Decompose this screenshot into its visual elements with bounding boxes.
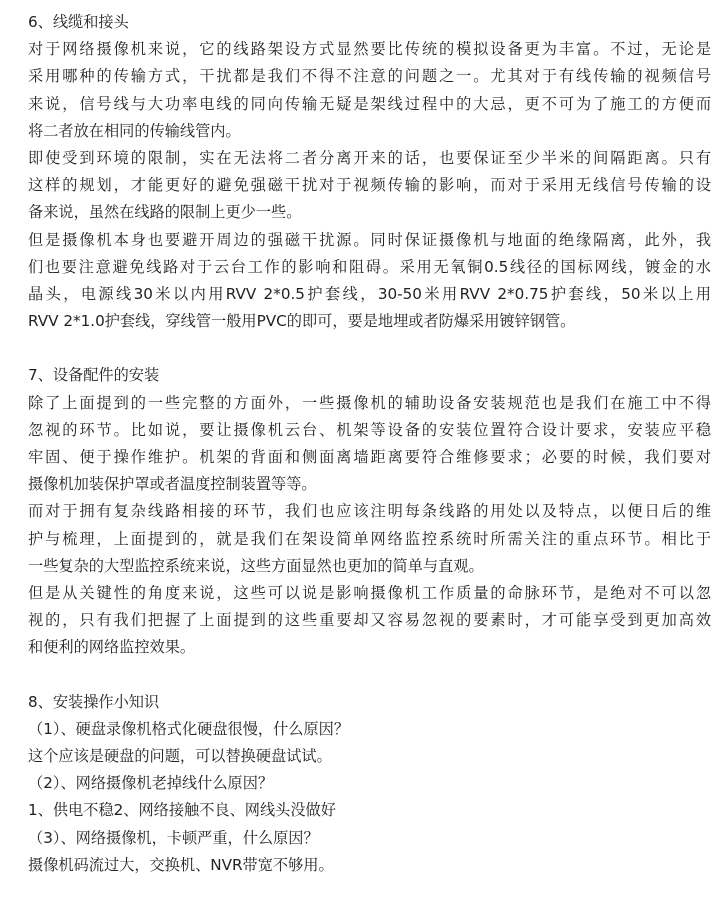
section-heading: 6、线缆和接头	[28, 13, 129, 31]
paragraph-line: 和便利的网络监控效果。	[28, 638, 196, 657]
section-spacer	[28, 662, 711, 689]
faq-answer: 1、供电不稳2、网络接触不良、网线头没做好	[28, 801, 336, 820]
paragraph-line: 除了上面提到的一些完整的方面外，一些摄像机的辅助设备安装规范也是我们在施工中不得	[28, 393, 711, 412]
paragraph-line: 视的，只有我们把握了上面提到的这些重要却又容易忽视的要素时，才可能享受到更加高效	[28, 611, 711, 630]
paragraph-line: 但是摄像机本身也要避开周边的强磁干扰源。同时保证摄像机与地面的绝缘隔离，此外，我	[28, 230, 711, 249]
paragraph-line: 采用哪种的传输方式，干扰都是我们不得不注意的问题之一。尤其对于有线传输的视频信号	[28, 67, 711, 86]
faq-question: （1）、硬盘录像机格式化硬盘很慢，什么原因？	[28, 719, 350, 738]
paragraph-line: 而对于拥有复杂线路相接的环节，我们也应该注明每条线路的用处以及特点，以便日后的维	[28, 502, 711, 521]
faq-question: （3）、网络摄像机，卡顿严重，什么原因？	[28, 828, 319, 847]
paragraph-line: 来说，信号线与大功率电线的同向传输无疑是架线过程中的大忌，更不可为了施工的方便而	[28, 94, 711, 113]
faq-question: （2）、网络摄像机老掉线什么原因？	[28, 774, 274, 793]
paragraph-line: 护与梳理，上面提到的，就是我们在架设简单网络监控系统时所需关注的重点环节。相比于	[28, 529, 711, 548]
paragraph-line: 但是从关键性的角度来说，这些可以说是影响摄像机工作质量的命脉环节，是绝对不可以忽	[28, 583, 711, 602]
paragraph-line: 晶头，电源线30米以内用RVV 2*0.5护套线，30-50米用RVV 2*0.75护套线，50米以上用	[28, 284, 711, 303]
paragraph-line: 将二者放在相同的传输线管内。	[28, 121, 241, 140]
paragraph-line: 们也要注意避免线路对于云台工作的影响和阻碍。采用无氧铜0.5线径的国标网线，镀金的水	[28, 257, 711, 276]
section-cables	[28, 9, 711, 335]
faq-answer: 摄像机码流过大，交换机、NVR带宽不够用。	[28, 855, 334, 874]
paragraph-line: 备来说，虽然在线路的限制上更少一些。	[28, 203, 302, 222]
paragraph-line: 即使受到环境的限制，实在无法将二者分离开来的话，也要保证至少半米的间隔距离。只有	[28, 148, 711, 167]
paragraph-line: 牢固、便于操作维护。机架的背面和侧面离墙距离要符合维修要求；必要的时候，我们要对	[28, 448, 711, 466]
section-heading: 8、安装操作小知识	[28, 692, 160, 711]
section-heading: 7、设备配件的安装	[28, 366, 160, 385]
section-tips	[28, 689, 711, 879]
paragraph-line: 摄像机加装保护罩或者温度控制装置等等。	[28, 475, 317, 494]
section-spacer	[28, 335, 711, 362]
paragraph-line: 忽视的环节。比如说，要让摄像机云台、机架等设备的安装位置符合设计要求，安装应平稳	[28, 420, 711, 439]
section-accessories	[28, 362, 711, 661]
paragraph-line: 对于网络摄像机来说，它的线路架设方式显然要比传统的模拟设备更为丰富。不过，无论是	[28, 40, 711, 59]
paragraph-line: RVV 2*1.0护套线，穿线管一般用PVC的即可，要是地埋或者防爆采用镀锌钢管。	[28, 312, 576, 331]
faq-answer: 这个应该是硬盘的问题，可以替换硬盘试试。	[28, 747, 332, 766]
paragraph-line: 这样的规划，才能更好的避免强磁干扰对于视频传输的影响，而对于采用无线信号传输的设	[28, 176, 711, 195]
paragraph-line: 一些复杂的大型监控系统来说，这些方面显然也更加的简单与直观。	[28, 556, 484, 575]
